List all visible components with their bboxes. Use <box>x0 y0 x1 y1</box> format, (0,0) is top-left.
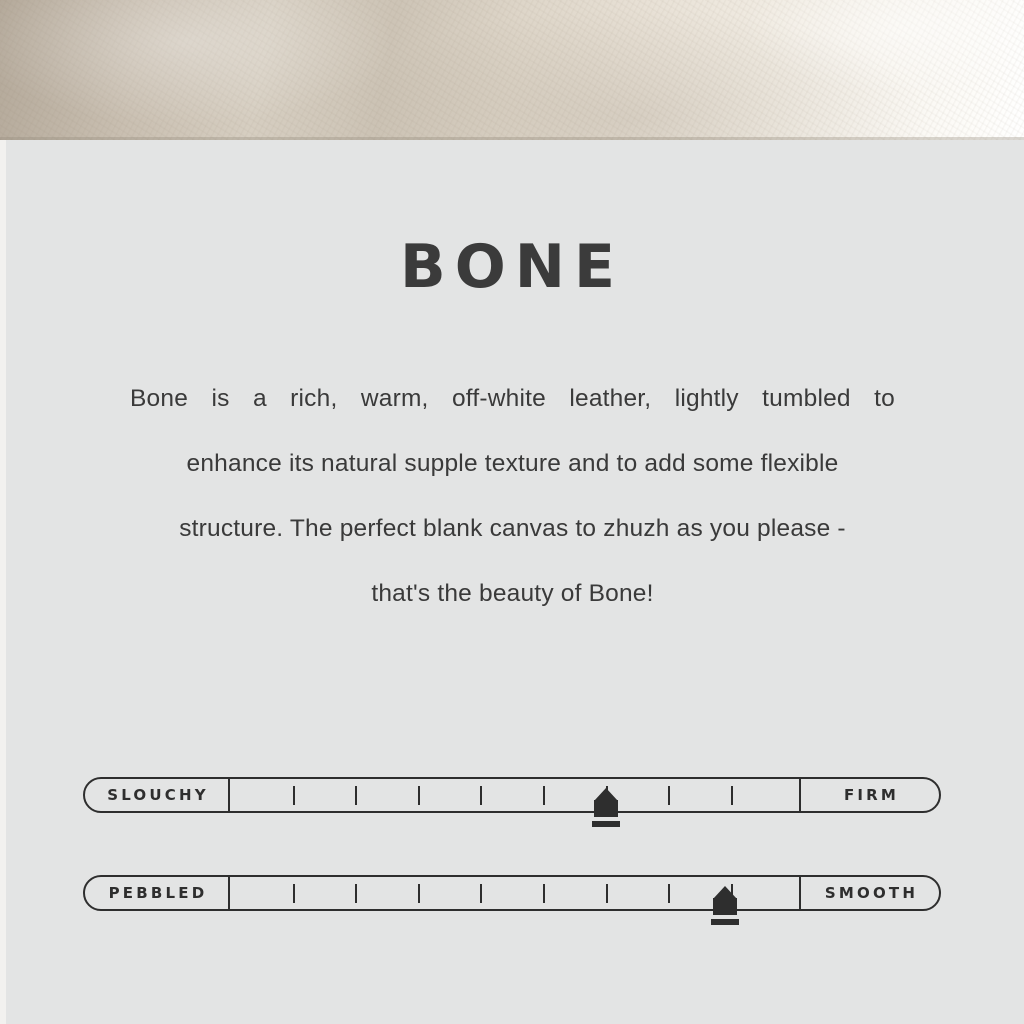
tick <box>668 786 670 805</box>
marker-base <box>711 919 739 925</box>
marker-base <box>592 821 620 827</box>
leather-swatch-photo <box>0 0 1024 140</box>
photo-bottom-edge <box>0 137 1024 140</box>
word: warm, <box>360 385 429 412</box>
slider-structure-marker[interactable] <box>591 788 621 836</box>
page-title: BONE <box>400 232 624 302</box>
tick <box>543 884 545 903</box>
description-line-2: enhance its natural supple texture and to add some flexible <box>186 450 839 477</box>
description-line-1 <box>130 366 895 431</box>
tick <box>480 786 482 805</box>
word: rich, <box>290 385 338 412</box>
tick <box>606 884 608 903</box>
description-text <box>130 366 895 626</box>
word: lightly <box>674 385 739 412</box>
slider-structure-left-label: SLOUCHY <box>85 779 230 811</box>
tick <box>543 786 545 805</box>
word: to <box>874 385 895 412</box>
marker-body <box>713 898 737 915</box>
word: leather, <box>569 385 652 412</box>
word: off-white <box>451 385 546 412</box>
tick <box>418 884 420 903</box>
tick <box>480 884 482 903</box>
slider-texture-right-label: SMOOTH <box>799 877 939 909</box>
word: is <box>211 385 230 412</box>
word: tumbled <box>762 385 851 412</box>
slider-structure[interactable] <box>83 777 941 813</box>
description-line-4: that's the beauty of Bone! <box>371 580 654 607</box>
slider-texture[interactable] <box>83 875 941 911</box>
tick <box>668 884 670 903</box>
tick <box>355 786 357 805</box>
slider-texture-track[interactable] <box>83 875 941 911</box>
slider-structure-ticks <box>230 779 799 811</box>
tick <box>293 884 295 903</box>
slider-structure-right-label: FIRM <box>799 779 939 811</box>
tick <box>731 786 733 805</box>
tick <box>293 786 295 805</box>
slider-texture-ticks <box>230 877 799 909</box>
tick <box>355 884 357 903</box>
slider-texture-marker[interactable] <box>710 886 740 934</box>
marker-body <box>594 800 618 817</box>
slider-texture-left-label: PEBBLED <box>85 877 230 909</box>
tick <box>418 786 420 805</box>
slider-structure-track[interactable] <box>83 777 941 813</box>
word: Bone <box>130 385 189 412</box>
description-line-3: structure. The perfect blank canvas to zhuzh as you please - <box>179 515 846 542</box>
word: a <box>252 385 267 412</box>
